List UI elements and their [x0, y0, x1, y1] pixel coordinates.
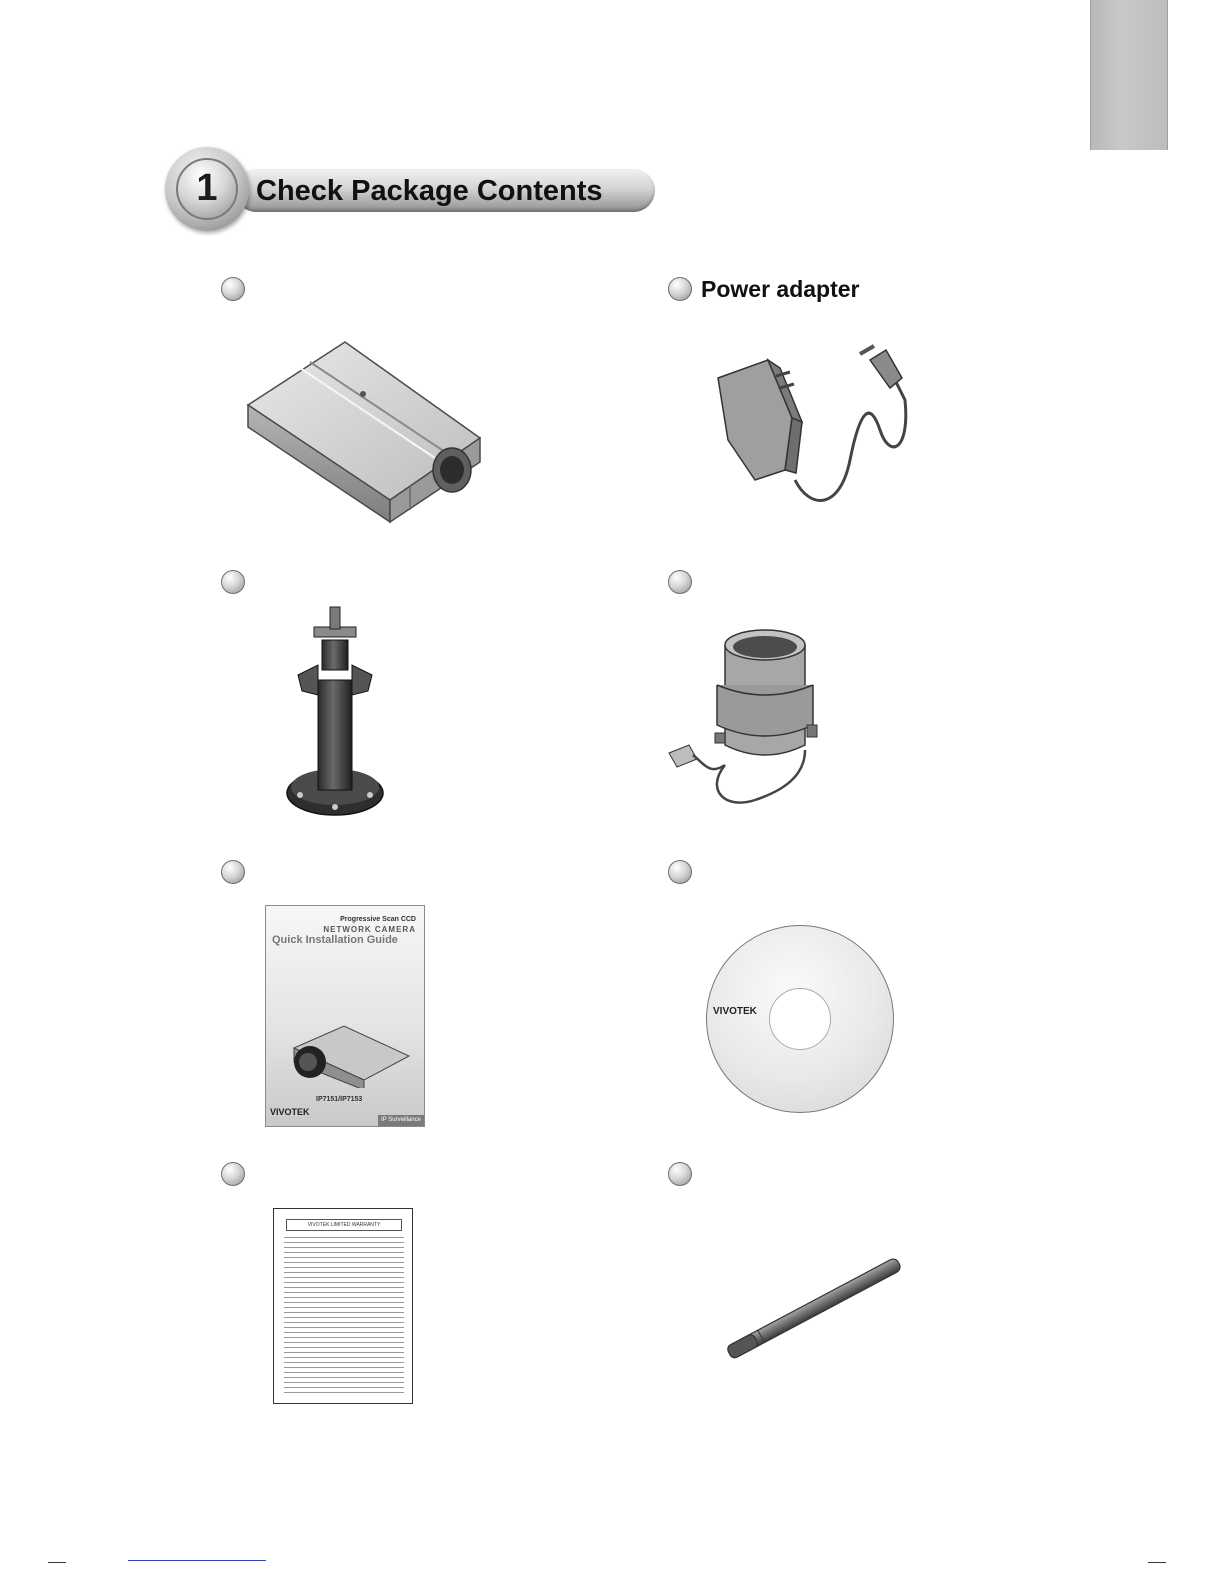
- camera-stand-icon: [280, 605, 390, 820]
- footer-line-right: [1148, 1562, 1166, 1563]
- cd-center-hole: [769, 988, 831, 1050]
- guide-line-4: IP7151/IP7153: [316, 1096, 363, 1103]
- footer-link-underline: [128, 1560, 266, 1561]
- guide-badge: IP Surveillance: [378, 1115, 424, 1126]
- network-camera-icon: [240, 330, 490, 525]
- guide-camera-photo: [284, 1018, 414, 1088]
- warranty-text-lines: [284, 1237, 404, 1397]
- section-header: [165, 145, 665, 235]
- warranty-title: VIVOTEK LIMITED WARRANTY: [286, 1219, 402, 1231]
- warranty-card-icon: [273, 1208, 413, 1404]
- bullet-icon: [668, 860, 692, 884]
- side-tab: [1090, 0, 1168, 150]
- bullet-icon: [221, 570, 245, 594]
- guide-line-2: NETWORK CAMERA: [323, 925, 416, 934]
- power-adapter-icon: [710, 340, 920, 510]
- bullet-icon: [668, 570, 692, 594]
- guide-brand: VIVOTEK: [270, 1107, 310, 1117]
- section-title: Check Package Contents: [256, 175, 603, 207]
- cd-brand: VIVOTEK: [713, 1006, 757, 1017]
- quick-installation-guide-booklet: [265, 905, 425, 1127]
- software-cd-icon: [706, 925, 894, 1113]
- bullet-icon: [668, 1162, 692, 1186]
- bullet-icon: [221, 1162, 245, 1186]
- guide-line-1: Progressive Scan CCD: [340, 916, 416, 923]
- auto-iris-lens-icon: [665, 625, 835, 815]
- section-number: 1: [196, 167, 218, 209]
- bullet-icon: [221, 860, 245, 884]
- guide-line-3: Quick Installation Guide: [272, 934, 398, 946]
- footer-line-left: [48, 1562, 66, 1563]
- bullet-icon: [221, 277, 245, 301]
- bullet-icon: [668, 277, 692, 301]
- antenna-icon: [715, 1255, 915, 1365]
- item-label-2: Power adapter: [701, 276, 860, 302]
